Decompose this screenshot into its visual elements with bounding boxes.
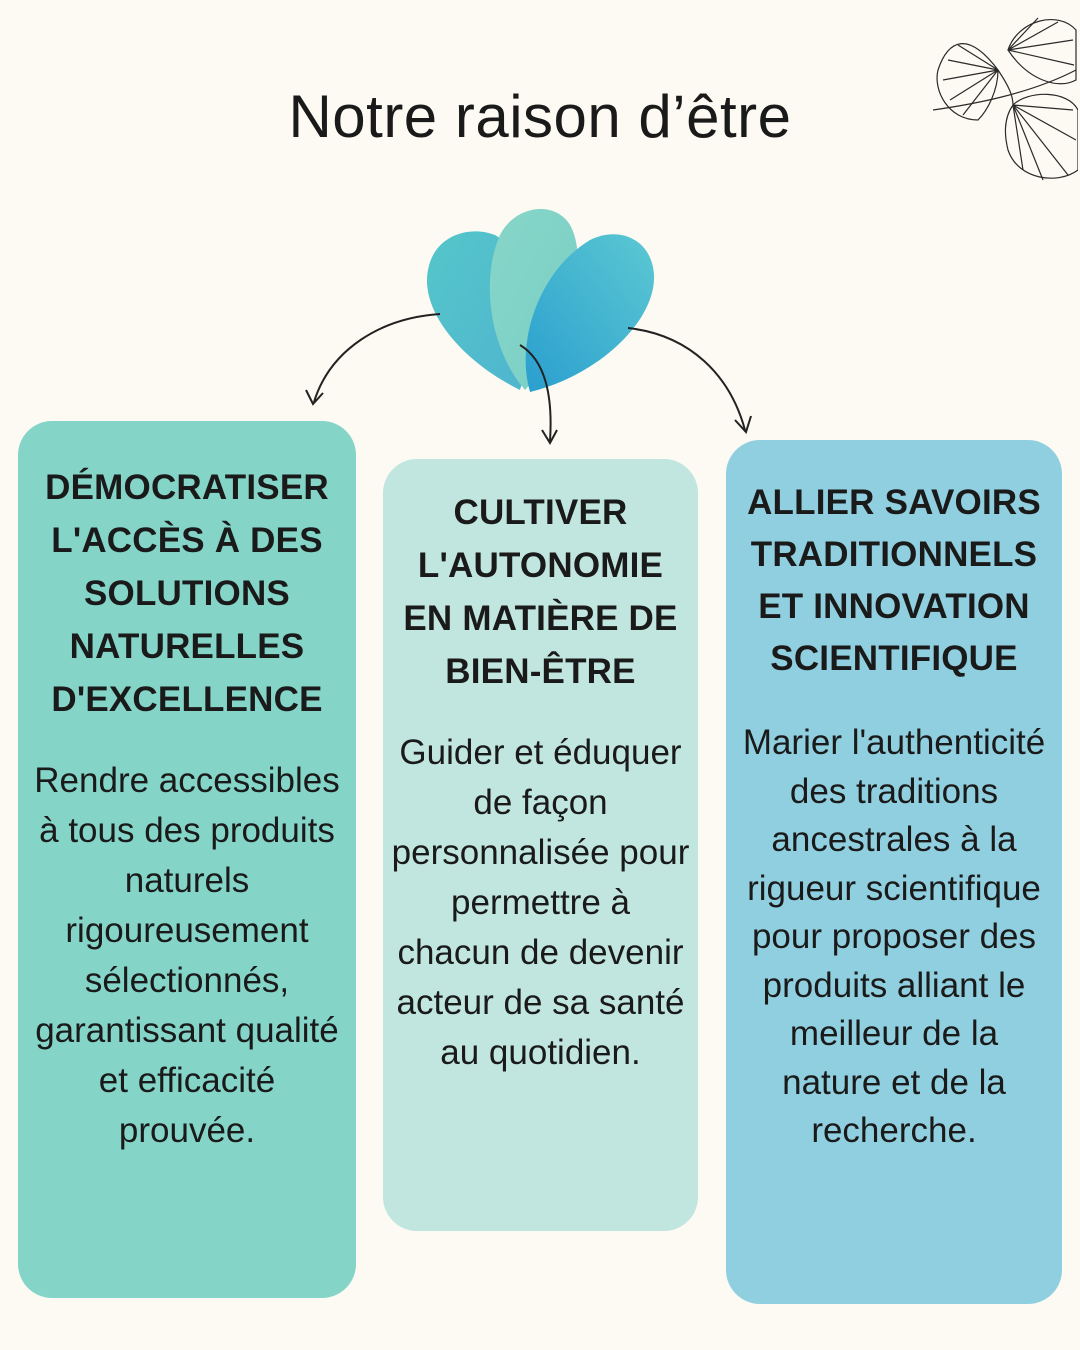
card-heading: DÉMOCRATISER L'ACCÈS À DES SOLUTIONS NATURELLES D'EXCELLENCE (45, 468, 329, 719)
card-text: Marier l'authenticité des traditions ancestrales à la rigueur scientifique pour proposer des produits alliant le meilleur de la nature et de la recherche. (742, 723, 1046, 1150)
card-text: Rendre accessibles à tous des produits naturels rigoureusement sélectionnés, garantissant qualité et efficacité prouvée. (34, 761, 340, 1150)
card-democratiser (18, 421, 356, 1298)
card-text: Guider et éduquer de façon personnalisée pour permettre à chacun de devenir acteur de sa santé au quotidien. (391, 733, 690, 1072)
card-heading: ALLIER SAVOIRS TRADITIONNELS ET INNOVATION SCIENTIFIQUE (747, 483, 1041, 678)
card-heading: CULTIVER L'AUTONOMIE EN MATIÈRE DE BIEN-ÊTRE (403, 493, 678, 691)
card-allier (726, 440, 1062, 1304)
page-title: Notre raison d’être (288, 83, 792, 150)
petal-logo-icon (420, 200, 660, 400)
ginkgo-leaf-icon (928, 10, 1078, 190)
card-cultiver (383, 459, 698, 1231)
